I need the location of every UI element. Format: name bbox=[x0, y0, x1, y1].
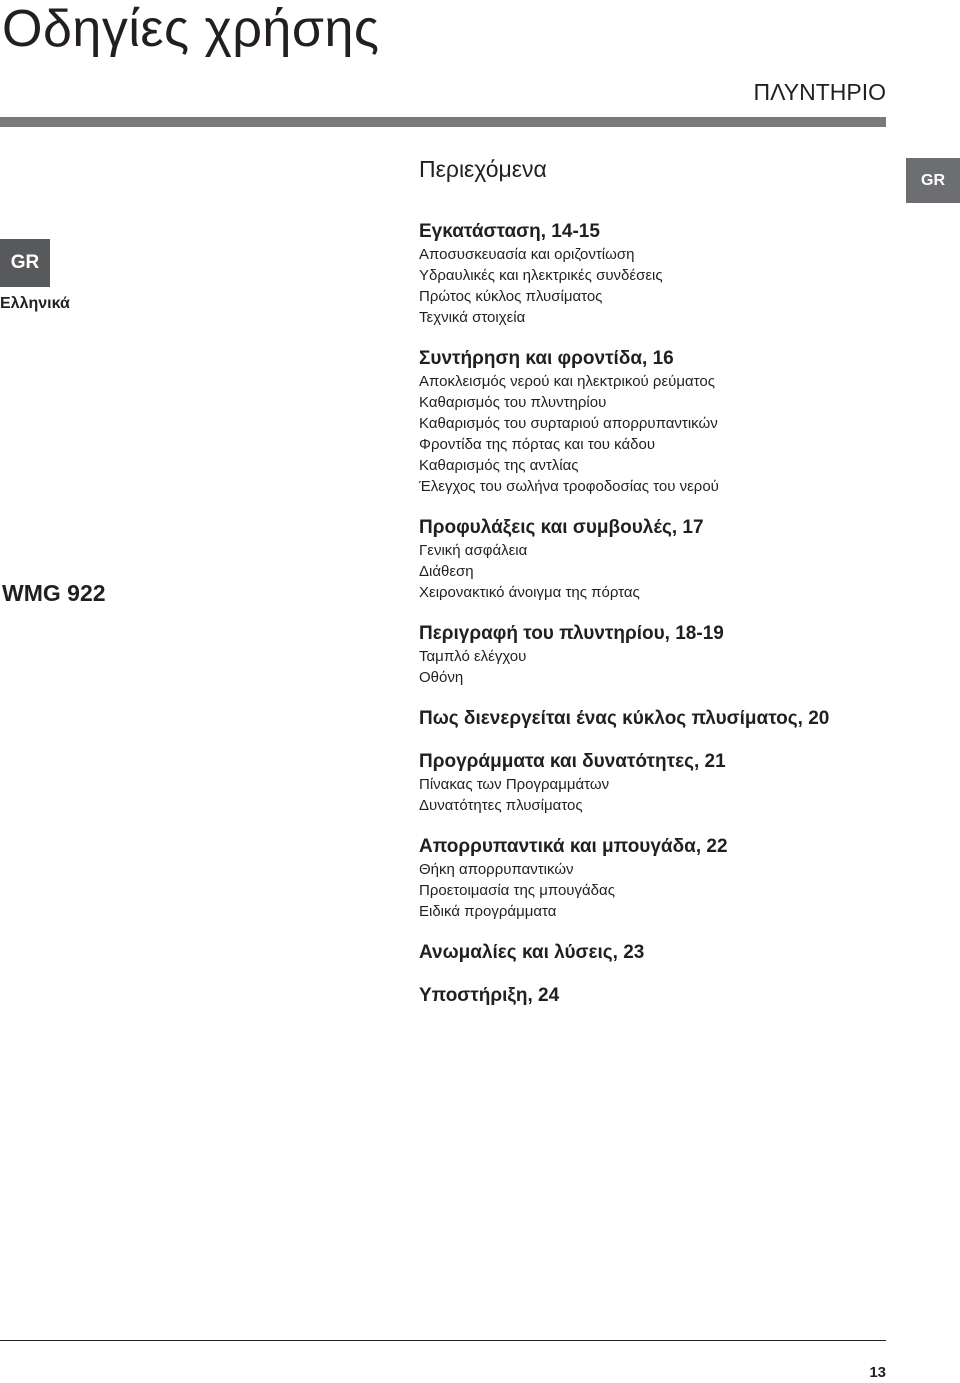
toc-item: Ειδικά προγράμματα bbox=[419, 903, 557, 920]
language-tab: GR bbox=[906, 158, 960, 203]
language-label: Ελληνικά bbox=[0, 295, 70, 312]
toc-item: Αποσυσκευασία και οριζοντίωση bbox=[419, 246, 635, 263]
footer-divider bbox=[0, 1340, 886, 1341]
toc-section bbox=[419, 220, 889, 328]
toc-item: Καθαρισμός του συρταριού απορρυπαντικών bbox=[419, 415, 718, 432]
toc-section-title: Εγκατάσταση, 14-15 bbox=[419, 221, 600, 242]
toc-item: Τεχνικά στοιχεία bbox=[419, 309, 526, 326]
toc-item: Οθόνη bbox=[419, 669, 464, 686]
toc-item: Δυνατότητες πλυσίματος bbox=[419, 797, 583, 814]
toc-section bbox=[419, 750, 889, 816]
toc-item: Πρώτος κύκλος πλυσίματος bbox=[419, 288, 603, 305]
toc-section bbox=[419, 941, 889, 965]
toc-section-title: Ανωμαλίες και λύσεις, 23 bbox=[419, 942, 645, 963]
toc-item: Πίνακας των Προγραμμάτων bbox=[419, 776, 610, 793]
toc-heading: Περιεχόμενα bbox=[419, 156, 547, 182]
toc-item: Αποκλεισμός νερού και ηλεκτρικού ρεύματος bbox=[419, 373, 715, 390]
toc-section-title: Περιγραφή του πλυντηρίου, 18-19 bbox=[419, 623, 724, 644]
toc-section-title: Πως διενεργείται ένας κύκλος πλυσίματος, 20 bbox=[419, 708, 830, 729]
toc-item: Καθαρισμός της αντλίας bbox=[419, 457, 579, 474]
toc-section bbox=[419, 984, 889, 1008]
toc-item: Διάθεση bbox=[419, 563, 474, 580]
table-of-contents bbox=[419, 220, 889, 1027]
toc-section bbox=[419, 347, 889, 497]
document-title: Οδηγίες χρήσης bbox=[2, 0, 380, 58]
toc-item: Προετοιμασία της μπουγάδας bbox=[419, 882, 615, 899]
toc-section-title: Υποστήριξη, 24 bbox=[419, 985, 560, 1006]
page-number: 13 bbox=[869, 1364, 886, 1381]
toc-item: Θήκη απορρυπαντικών bbox=[419, 861, 574, 878]
toc-item: Φροντίδα της πόρτας και του κάδου bbox=[419, 436, 656, 453]
toc-section bbox=[419, 707, 889, 731]
header-divider bbox=[0, 117, 886, 127]
document-type-label: ΠΛΥΝΤΗΡΙΟ bbox=[753, 79, 886, 105]
toc-section bbox=[419, 516, 889, 603]
toc-item: Καθαρισμός του πλυντηρίου bbox=[419, 394, 607, 411]
toc-item: Υδραυλικές και ηλεκτρικές συνδέσεις bbox=[419, 267, 663, 284]
toc-item: Χειρονακτικό άνοιγμα της πόρτας bbox=[419, 584, 640, 601]
model-name: WMG 922 bbox=[2, 580, 106, 606]
toc-item: Έλεγχος του σωλήνα τροφοδοσίας του νερού bbox=[419, 478, 719, 495]
language-badge: GR bbox=[0, 239, 50, 287]
toc-section bbox=[419, 622, 889, 688]
toc-section-title: Απορρυπαντικά και μπουγάδα, 22 bbox=[419, 836, 728, 857]
toc-section-title: Συντήρηση και φροντίδα, 16 bbox=[419, 348, 674, 369]
toc-item: Γενική ασφάλεια bbox=[419, 542, 528, 559]
toc-section-title: Προγράμματα και δυνατότητες, 21 bbox=[419, 751, 726, 772]
toc-item: Ταμπλό ελέγχου bbox=[419, 648, 527, 665]
toc-section bbox=[419, 835, 889, 922]
toc-section-title: Προφυλάξεις και συμβουλές, 17 bbox=[419, 517, 704, 538]
